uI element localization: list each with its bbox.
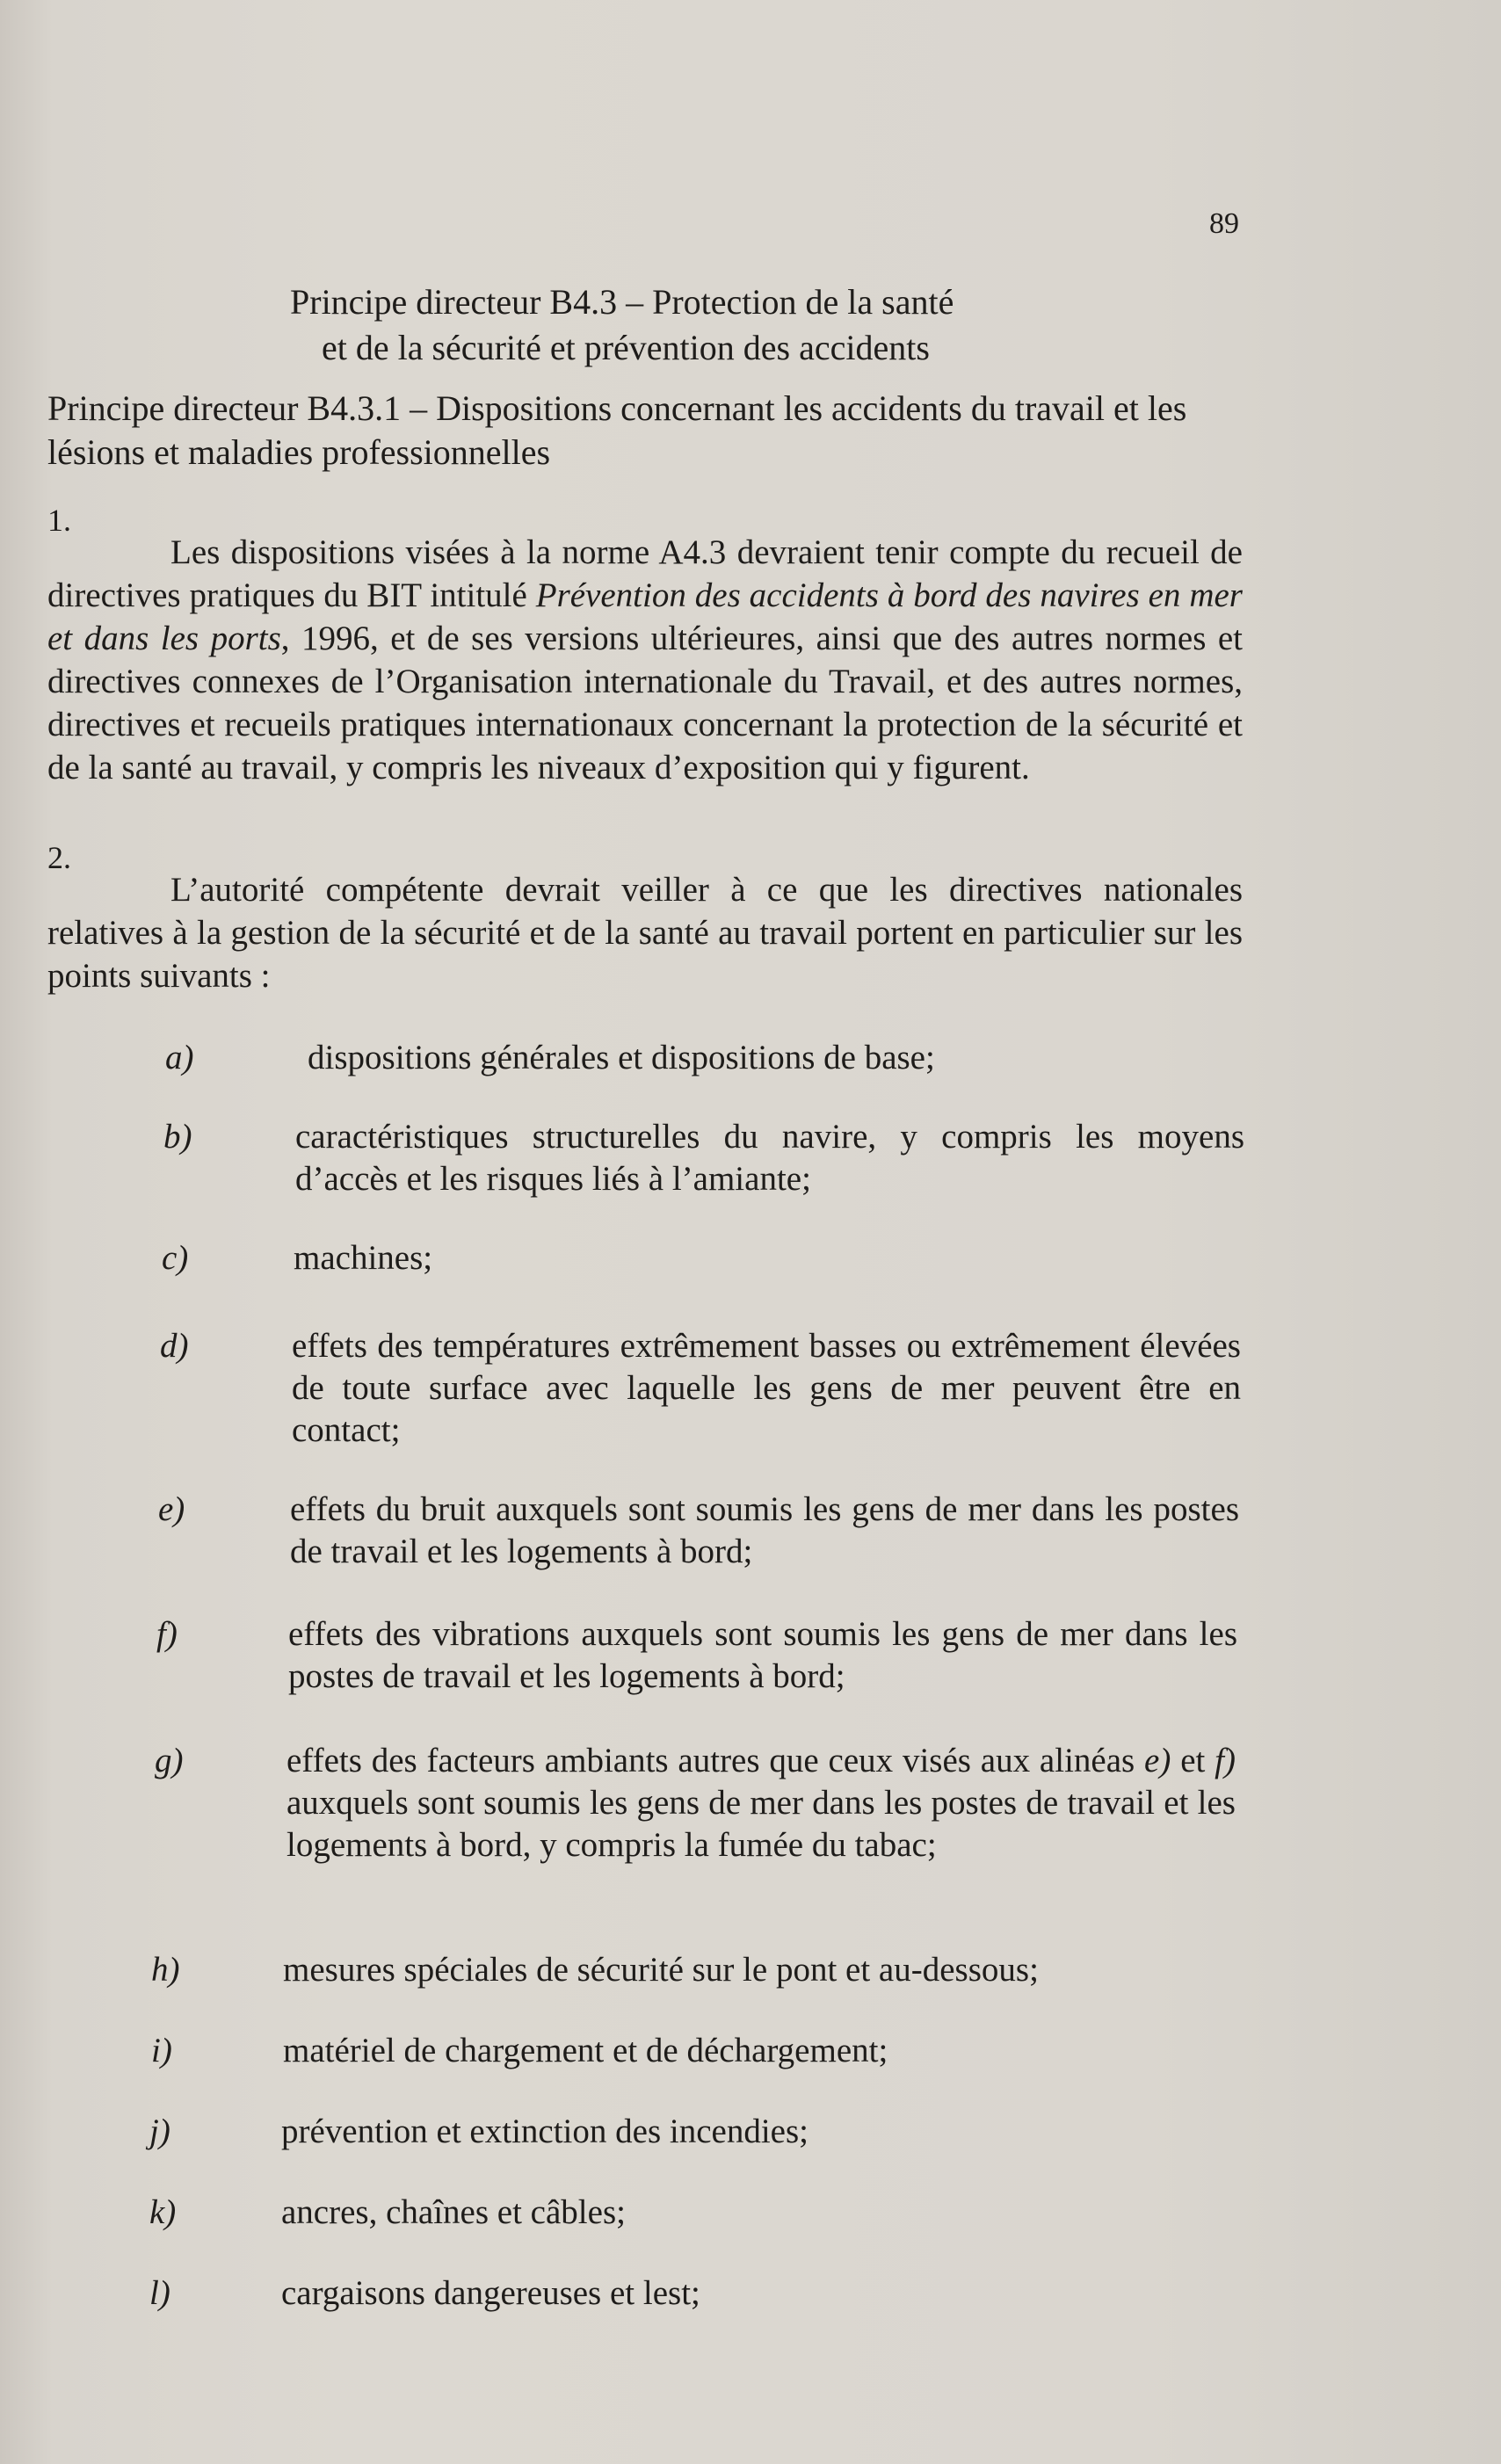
list-text: dispositions générales et dispositions de base; <box>308 1039 935 1076</box>
list-text: ancres, chaînes et câbles; <box>281 2193 626 2231</box>
cross-reference: f) <box>1215 1742 1236 1779</box>
list-text <box>286 1740 1236 1866</box>
list-text: effets des températures extrêmement basses ou extrêmement élevées de toute surface avec laquelle les gens de mer peuvent être en contact; <box>292 1327 1241 1449</box>
publication-title: Prévention des accidents à bord des navires en mer et dans les ports <box>47 576 1243 657</box>
list-text: effets des vibrations auxquels sont soumis les gens de mer dans les postes de travail et les logements à bord; <box>288 1615 1237 1695</box>
list-letter: k) <box>149 2193 177 2231</box>
list-text: machines; <box>294 1239 433 1277</box>
list-letter: c) <box>162 1239 189 1277</box>
section-title-line2: et de la sécurité et prévention des accidents <box>322 328 930 367</box>
list-letter: j) <box>149 2113 170 2150</box>
list-letter: a) <box>165 1039 194 1076</box>
list-text-part: auxquels sont soumis les gens de mer dans les postes de travail et les logements à bord, y compris la fumée du tabac; <box>286 1784 1236 1864</box>
list-text-part: effets des facteurs ambiants autres que ceux visés aux alinéas <box>286 1742 1145 1779</box>
list-letter: g) <box>155 1742 184 1779</box>
list-letter: h) <box>151 1951 180 1989</box>
list-letter: i) <box>151 2032 172 2069</box>
paragraph-text: Les dispositions visées à la norme A4.3 devraient tenir compte du recueil de directives pratiques du BIT intitulé <box>47 533 1243 614</box>
list-letter: e) <box>158 1490 185 1528</box>
paragraph-number: 1. <box>47 503 71 538</box>
list-text: caractéristiques structurelles du navire, y compris les moyens d’accès et les risques liés à l’amiante; <box>295 1118 1244 1198</box>
cross-reference: e) <box>1144 1742 1171 1779</box>
list-letter: f) <box>156 1615 178 1653</box>
list-letter: b) <box>163 1118 192 1156</box>
section-title-line1: Principe directeur B4.3 – Protection de la santé <box>290 282 954 322</box>
paragraph-text: L’autorité compétente devrait veiller à ce que les directives nationales relatives à la gestion de la sécurité et de la santé au travail portent en particulier sur les points suivants : <box>47 871 1243 995</box>
subsection-title: Principe directeur B4.3.1 – Dispositions concernant les accidents du travail et les lésions et maladies professionnelles <box>47 388 1187 472</box>
paragraph-1 <box>47 503 1243 789</box>
paragraph-text: , 1996, et de ses versions ultérieures, ainsi que des autres normes et directives connexes de l’Organisation internationale du Travail, et des autres normes, directives et recueils pratiques internationaux concernant la protection de la sécurité et de la santé au travail, y compris les niveaux d’exposition qui y figurent. <box>47 620 1243 786</box>
page-number: 89 <box>1209 207 1239 240</box>
paragraph-2 <box>47 840 1243 997</box>
list-text: effets du bruit auxquels sont soumis les gens de mer dans les postes de travail et les logements à bord; <box>290 1490 1239 1570</box>
list-text-part: et <box>1171 1742 1215 1779</box>
list-text: prévention et extinction des incendies; <box>281 2113 809 2150</box>
list-letter: l) <box>149 2274 170 2312</box>
list-text: mesures spéciales de sécurité sur le pont et au-dessous; <box>283 1951 1039 1989</box>
list-text: cargaisons dangereuses et lest; <box>281 2274 700 2312</box>
section-title <box>290 279 1011 371</box>
list-letter: d) <box>160 1327 189 1365</box>
list-text: matériel de chargement et de déchargement; <box>283 2032 888 2069</box>
paragraph-number: 2. <box>47 840 71 875</box>
